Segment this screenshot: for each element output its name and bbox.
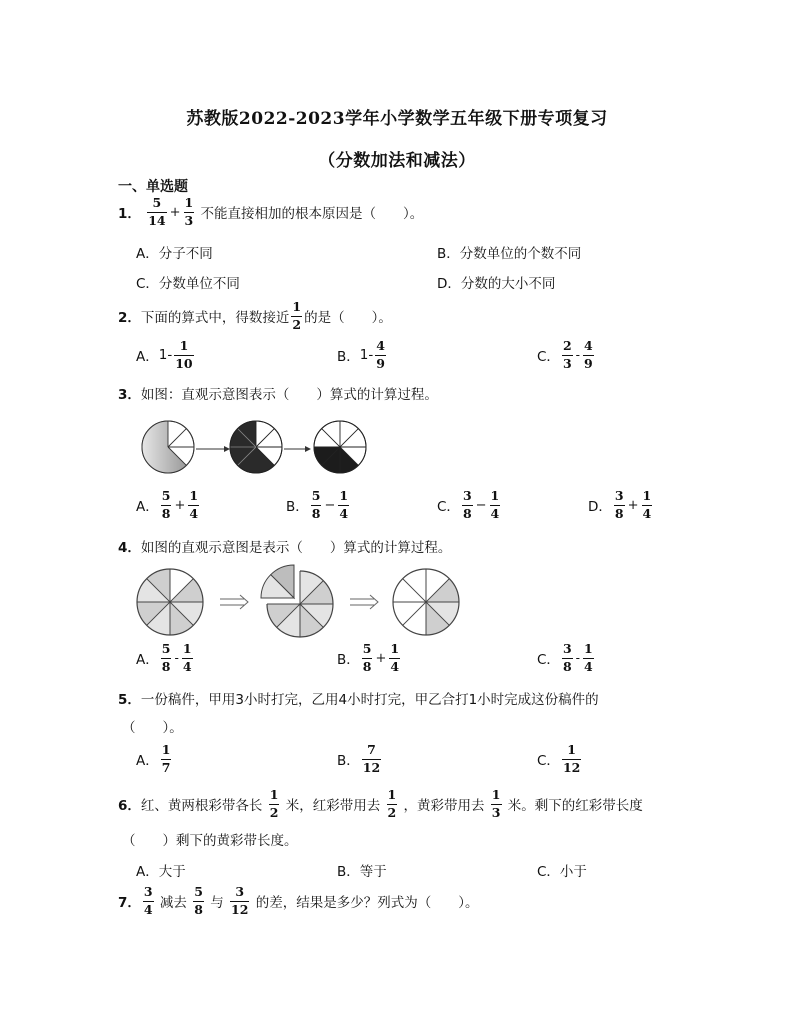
question-4: [118, 536, 451, 556]
fraction: [193, 886, 204, 916]
fraction: [161, 643, 172, 673]
fraction: [230, 886, 249, 916]
option-label: B．: [337, 753, 360, 769]
question-number: 3．: [118, 387, 141, 403]
fraction: [188, 490, 199, 520]
fraction: [161, 744, 172, 774]
numerator: 3: [614, 488, 624, 503]
operator: +: [169, 204, 181, 220]
page-subtitle: （分数加法和减法）: [318, 151, 476, 171]
denominator: 2: [387, 804, 397, 820]
option-b[interactable]: [286, 490, 351, 520]
denominator: 4: [584, 658, 593, 674]
question-text: 红、黄两根彩带各长: [140, 798, 263, 814]
fraction: [642, 490, 653, 520]
numerator: 5: [194, 884, 203, 899]
denominator: 10: [175, 355, 193, 371]
option-d[interactable]: D．分数的大小不同: [437, 276, 556, 292]
option-label: A．: [136, 349, 159, 365]
q4-diagram: [134, 562, 474, 642]
denominator: 4: [339, 505, 349, 521]
fraction: [362, 643, 373, 673]
denominator: 8: [161, 505, 171, 521]
option-b[interactable]: [337, 340, 388, 370]
double-arrow-icon: [220, 595, 248, 609]
option-a[interactable]: [136, 490, 201, 520]
question-text: 米。剩下的红彩带长度: [507, 798, 643, 814]
option-b[interactable]: [337, 744, 383, 774]
question-number: 1．: [118, 206, 141, 222]
fraction: [161, 490, 172, 520]
double-arrow-icon: [350, 595, 378, 609]
numerator: 1: [161, 742, 171, 757]
option-a[interactable]: [136, 643, 195, 673]
option-c[interactable]: C．小于: [537, 864, 587, 880]
question-text: 的差，结果是多少？列式为（ ）。: [255, 895, 479, 911]
denominator: 4: [189, 505, 199, 521]
denominator: 9: [376, 355, 385, 371]
option-label: B．: [337, 652, 360, 668]
fraction: [389, 643, 400, 673]
fraction: [614, 490, 625, 520]
option-a[interactable]: A．分子不同: [136, 246, 213, 262]
fraction: [338, 490, 349, 520]
numerator: 1: [584, 641, 593, 656]
denominator: 12: [231, 901, 249, 917]
fraction: [174, 340, 193, 370]
option-c[interactable]: [437, 490, 502, 520]
numerator: 5: [152, 195, 162, 210]
question-2: [118, 301, 392, 331]
operator: +: [627, 497, 639, 513]
numerator: 1: [189, 488, 199, 503]
denominator: 4: [143, 901, 153, 917]
question-text: 如图的直观示意图是表示（ ）算式的计算过程。: [140, 540, 452, 556]
denominator: 8: [562, 658, 572, 674]
operator: -: [575, 650, 581, 666]
option-label: B．: [337, 349, 360, 365]
question-text: 下面的算式中，得数接近: [140, 310, 290, 326]
numerator: 1: [387, 787, 397, 802]
numerator: 1: [390, 641, 400, 656]
option-c[interactable]: [537, 643, 596, 673]
numerator: 1: [567, 742, 576, 757]
q3-circle-1: [142, 421, 194, 473]
option-b[interactable]: B．等于: [337, 864, 387, 880]
question-text-line2: （ ）。: [122, 720, 183, 736]
numerator: 5: [362, 641, 372, 656]
denominator: 2: [292, 316, 302, 332]
option-label: A．: [136, 499, 159, 515]
question-number: 2．: [118, 310, 141, 326]
option-label: B．: [286, 499, 309, 515]
arrowhead-icon: [305, 446, 311, 452]
option-c[interactable]: [537, 340, 596, 370]
numerator: 2: [562, 338, 572, 353]
numerator: 1: [269, 787, 279, 802]
question-3: [118, 383, 438, 403]
option-c[interactable]: [537, 744, 583, 774]
question-7: [118, 886, 478, 916]
numerator: 4: [584, 338, 593, 353]
option-b[interactable]: B．分数单位的个数不同: [437, 246, 582, 262]
question-text: 一份稿件，甲用3小时打完，乙用4小时打完，甲乙合打1小时完成这份稿件的: [140, 692, 599, 708]
question-1: [118, 197, 423, 227]
numerator: 5: [311, 488, 321, 503]
numerator: 1: [490, 488, 500, 503]
fraction: [184, 197, 195, 227]
operator: +: [375, 650, 387, 666]
q4-circle-3: [393, 569, 459, 635]
question-6: [118, 789, 643, 819]
numerator: 1: [339, 488, 349, 503]
option-d[interactable]: [588, 490, 654, 520]
operator: −: [475, 497, 487, 513]
q4-circle-2: [261, 565, 333, 637]
option-a[interactable]: [136, 744, 173, 774]
section-heading: 一、单选题: [118, 179, 188, 195]
numerator: 1: [292, 299, 302, 314]
denominator: 4: [182, 658, 192, 674]
denominator: 7: [161, 759, 171, 775]
fraction: [562, 744, 581, 774]
fraction: [143, 886, 154, 916]
numerator: 1: [182, 641, 192, 656]
fraction: [583, 340, 594, 370]
option-label: D．: [588, 499, 612, 515]
denominator: 8: [161, 658, 171, 674]
fraction: [291, 301, 302, 331]
denominator: 9: [584, 355, 593, 371]
numerator: 3: [562, 641, 572, 656]
q3-circle-2: [230, 421, 282, 473]
operator: -: [174, 650, 179, 666]
numerator: 3: [462, 488, 472, 503]
fraction: [490, 490, 501, 520]
question-text: 不能直接相加的根本原因是（ ）。: [200, 206, 424, 222]
question-5: [118, 688, 599, 708]
q3-circle-3: [314, 421, 366, 473]
denominator: 4: [390, 658, 400, 674]
question-text: 减去: [159, 895, 187, 911]
option-c[interactable]: C．分数单位不同: [136, 276, 240, 292]
denominator: 8: [311, 505, 321, 521]
option-prefix: 1-: [359, 347, 374, 363]
question-number: 6．: [118, 798, 141, 814]
question-text: ，黄彩带用去: [403, 798, 485, 814]
q3-diagram: [140, 418, 370, 476]
option-label: C．: [437, 499, 460, 515]
fraction: [491, 789, 502, 819]
fraction: [583, 643, 594, 673]
operator: +: [174, 497, 186, 513]
numerator: 5: [161, 641, 171, 656]
option-a[interactable]: A．大于: [136, 864, 186, 880]
question-number: 5．: [118, 692, 141, 708]
fraction: [375, 340, 386, 370]
denominator: 4: [642, 505, 652, 521]
denominator: 3: [562, 355, 572, 371]
denominator: 12: [362, 759, 381, 775]
denominator: 14: [148, 212, 166, 228]
denominator: 8: [462, 505, 472, 521]
operator: −: [324, 497, 336, 513]
question-text: 的是（ ）。: [304, 310, 392, 326]
denominator: 3: [491, 804, 501, 820]
denominator: 12: [562, 759, 581, 775]
denominator: 3: [184, 212, 194, 228]
question-text: 与: [210, 895, 224, 911]
numerator: 3: [143, 884, 153, 899]
option-label: A．: [136, 652, 159, 668]
numerator: 3: [235, 884, 245, 899]
fraction: [147, 197, 166, 227]
denominator: 2: [269, 804, 279, 820]
operator: -: [575, 347, 581, 363]
numerator: 1: [184, 195, 194, 210]
question-number: 7．: [118, 895, 141, 911]
numerator: 1: [179, 338, 189, 353]
numerator: 7: [367, 742, 376, 757]
option-label: C．: [537, 349, 560, 365]
option-prefix: 1-: [158, 347, 173, 363]
question-number: 4．: [118, 540, 141, 556]
question-text: 米，红彩带用去: [285, 798, 381, 814]
option-b[interactable]: [337, 643, 402, 673]
arrowhead-icon: [224, 446, 230, 452]
option-a[interactable]: [136, 340, 196, 370]
fraction: [462, 490, 473, 520]
denominator: 8: [614, 505, 624, 521]
denominator: 4: [490, 505, 500, 521]
option-label: C．: [537, 753, 560, 769]
fraction: [562, 643, 573, 673]
denominator: 8: [194, 901, 203, 917]
page-title: 苏教版2022-2023学年小学数学五年级下册专项复习: [186, 109, 608, 129]
fraction: [269, 789, 280, 819]
fraction: [362, 744, 381, 774]
numerator: 1: [642, 488, 652, 503]
option-label: A．: [136, 753, 159, 769]
question-text: 如图：直观示意图表示（ ）算式的计算过程。: [140, 387, 438, 403]
numerator: 5: [161, 488, 171, 503]
q4-circle-1: [137, 569, 203, 635]
numerator: 1: [491, 787, 501, 802]
fraction: [387, 789, 398, 819]
fraction: [311, 490, 322, 520]
denominator: 8: [362, 658, 372, 674]
numerator: 4: [376, 338, 385, 353]
question-text-line2: （ ）剩下的黄彩带长度。: [122, 833, 298, 849]
option-label: C．: [537, 652, 560, 668]
fraction: [562, 340, 573, 370]
fraction: [182, 643, 193, 673]
